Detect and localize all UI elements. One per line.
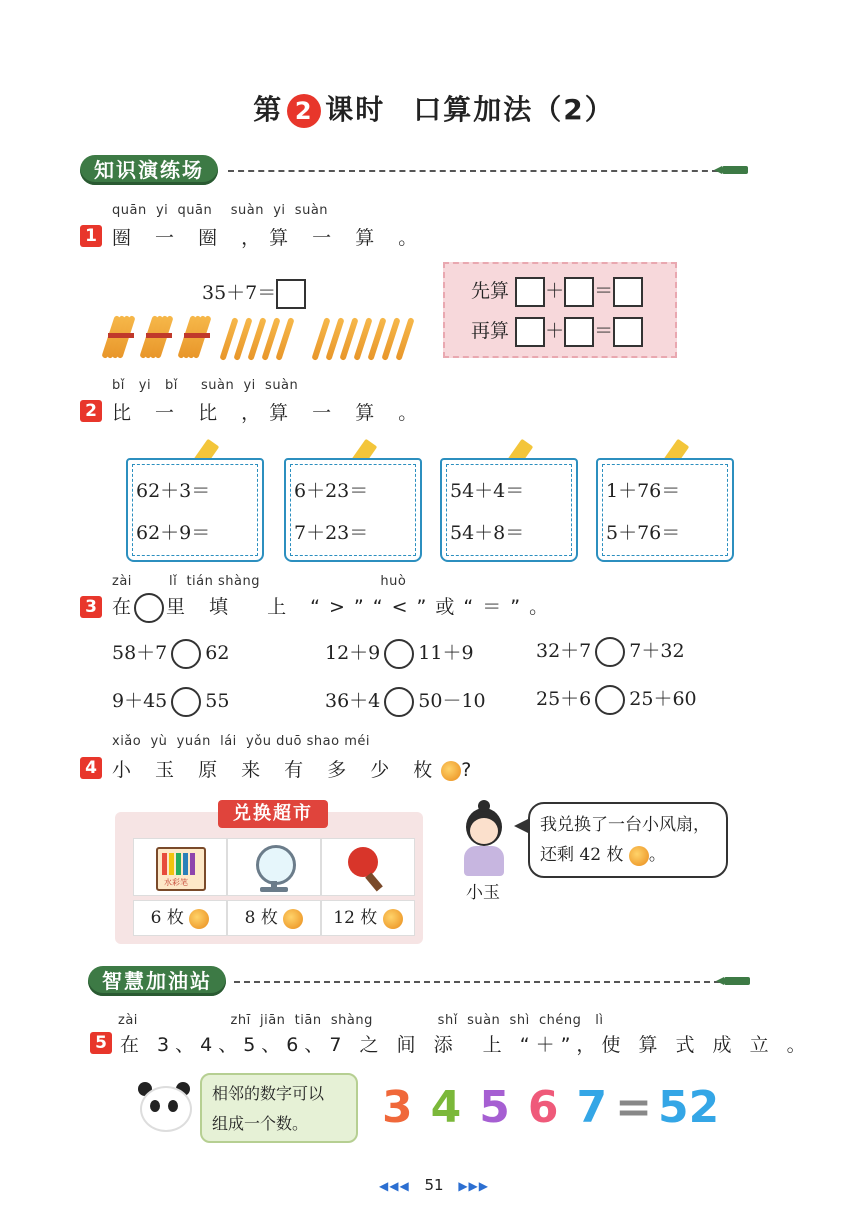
digit-7: 7 [576,1082,608,1133]
q3-prompt [112,592,557,623]
compare-left: 25＋6 [536,688,592,710]
answer-box[interactable] [613,317,643,347]
tag-equation-a: 62＋3＝ [136,480,211,502]
compare-item [325,686,486,717]
compare-circle[interactable] [384,639,414,669]
compare-left: 58＋7 [112,642,168,664]
tag-equation-b: 54＋8＝ [450,522,525,544]
compare-left: 9＋45 [112,690,168,712]
then-step-label: 再算 [471,320,510,342]
bubble-line-1: 我兑换了一台小风扇， [540,815,710,835]
exchange-shop [115,812,423,944]
medal-icon [383,909,403,929]
price-text: 6 枚 [150,908,184,928]
page-footer [0,1176,868,1194]
section-banner-challenge: 智慧加油站 [88,966,226,996]
answer-box[interactable] [515,277,545,307]
bubble-line-2-text: 还剩 42 枚 [540,845,624,865]
counting-sticks [108,315,418,365]
q4-prompt-text: 小 玉 原 来 有 多 少 枚 [112,759,442,781]
q1-number: 1 [80,225,102,247]
stick-bundle-icon [184,315,206,359]
price-text: 12 枚 [333,908,378,928]
equals-sign: = [615,1082,652,1133]
q4-prompt [112,755,480,782]
bubble-line-2-end: 。 [648,845,666,865]
tag-equation-b: 62＋9＝ [136,522,211,544]
q3-prompt-a: 在 [112,596,141,618]
compare-left: 32＋7 [536,640,592,662]
dotted-divider [228,170,718,172]
girl-name: 小玉 [466,883,500,903]
bubble-line-2 [540,840,726,870]
compare-right: 55 [205,690,230,712]
q1-pinyin: quān yi quān suàn yi suàn [112,203,329,218]
title-prefix: 第 [253,93,284,126]
tag-equation-a: 54＋4＝ [450,480,525,502]
compare-circle[interactable] [171,687,201,717]
q5-pinyin: zài zhī jiān tiān shàng shǐ suàn shì chéng lì [118,1013,604,1028]
digit-3: 3 [382,1082,413,1133]
compare-circle[interactable] [595,685,625,715]
q3-pinyin: zài lǐ tián shàng huò [112,574,407,589]
medal-icon [629,846,649,866]
pencil-icon [724,977,750,985]
compare-right: 62 [205,642,230,664]
digit-6: 6 [527,1082,559,1133]
shop-item-fan [227,838,321,896]
compare-circle[interactable] [595,637,625,667]
price-fan [227,900,321,936]
compare-left: 12＋9 [325,642,381,664]
answer-box[interactable] [276,279,306,309]
panda-icon [136,1082,192,1130]
stick-bundle-icon [146,315,168,359]
tag-equation-a: 1＋76＝ [606,480,681,502]
fan-icon [256,845,296,885]
answer-box[interactable] [613,277,643,307]
medal-icon [441,761,461,781]
q4-pinyin: xiǎo yù yuán lái yǒu duō shao méi [112,734,370,749]
q1-equation [202,278,306,309]
then-step-row: 再算 ＋ ＝ [471,316,643,347]
digit-4: 4 [430,1082,462,1133]
right-arrows-icon: ▶▶▶ [458,1179,490,1193]
hint-line-2: 组成一个数。 [212,1114,309,1133]
q4-number: 4 [80,757,102,779]
digit-5: 5 [479,1082,510,1133]
answer-box[interactable] [564,317,594,347]
shop-item-crayons [133,838,227,896]
answer-box[interactable] [515,317,545,347]
q5-prompt: 在 3、4、5、6、7 之 间 添 上 “＋”，使 算 式 成 立 。 [120,1034,812,1056]
compare-right: 7＋32 [629,640,685,662]
speech-bubble [528,802,728,878]
q4-question-mark: ? [461,759,481,781]
q2-number: 2 [80,400,102,422]
q2-prompt: 比 一 比 ，算 一 算 。 [112,402,427,424]
dotted-divider [234,981,720,983]
number-puzzle [382,1082,719,1138]
compare-item [112,638,229,669]
first-step-label: 先算 [471,280,510,302]
price-paddle [321,900,415,936]
compare-left: 36＋4 [325,690,381,712]
compare-right: 11＋9 [418,642,474,664]
price-crayons [133,900,227,936]
section-banner-practice: 知识演练场 [80,155,218,185]
page-number: 51 [424,1176,444,1194]
shop-title: 兑换超市 [218,800,328,828]
medal-icon [189,909,209,929]
tag-equation-b: 5＋76＝ [606,522,681,544]
first-step-row: 先算 ＋ ＝ [471,276,643,307]
medal-icon [283,909,303,929]
compare-circle[interactable] [384,687,414,717]
compare-item [112,686,229,717]
page-title [0,88,868,128]
left-arrows-icon: ◀◀◀ [378,1179,410,1193]
q3-prompt-b: 里 填 上 “>”“<”或“＝”。 [166,596,558,618]
q2-pinyin: bǐ yi bǐ suàn yi suàn [112,378,299,393]
compare-circle[interactable] [171,639,201,669]
stick-bundle-icon [108,315,130,359]
crayon-box-icon [156,847,206,891]
q2-tags [126,440,746,560]
title-suffix: 课时 [325,93,386,126]
compare-item [325,638,474,669]
tag-equation-b: 7＋23＝ [294,522,369,544]
hint-box [200,1073,358,1143]
pencil-icon [722,166,748,174]
crayon-box-label: 水彩笔 [164,878,188,887]
answer-box[interactable] [564,277,594,307]
shop-item-paddle [321,838,415,896]
title-topic: 口算加法（2） [413,93,615,126]
girl-avatar [456,800,516,880]
compare-right: 50－10 [418,690,486,712]
q3-number: 3 [80,596,102,618]
hint-line-1: 相邻的数字可以 [212,1084,325,1103]
q1-equation-text: 35＋7＝ [202,282,277,304]
q1-prompt: 圈 一 圈 ，算 一 算 。 [112,227,427,249]
tag-equation-a: 6＋23＝ [294,480,369,502]
calculation-steps-note [443,262,677,358]
ping-pong-paddle-icon [348,847,378,877]
circle-icon [134,593,164,623]
lesson-number-badge: 2 [287,94,321,128]
compare-right: 25＋60 [629,688,697,710]
result-number: 52 [658,1082,720,1133]
price-text: 8 枚 [244,908,278,928]
compare-item [536,636,685,667]
q5-number: 5 [90,1032,112,1054]
compare-item [536,684,697,715]
